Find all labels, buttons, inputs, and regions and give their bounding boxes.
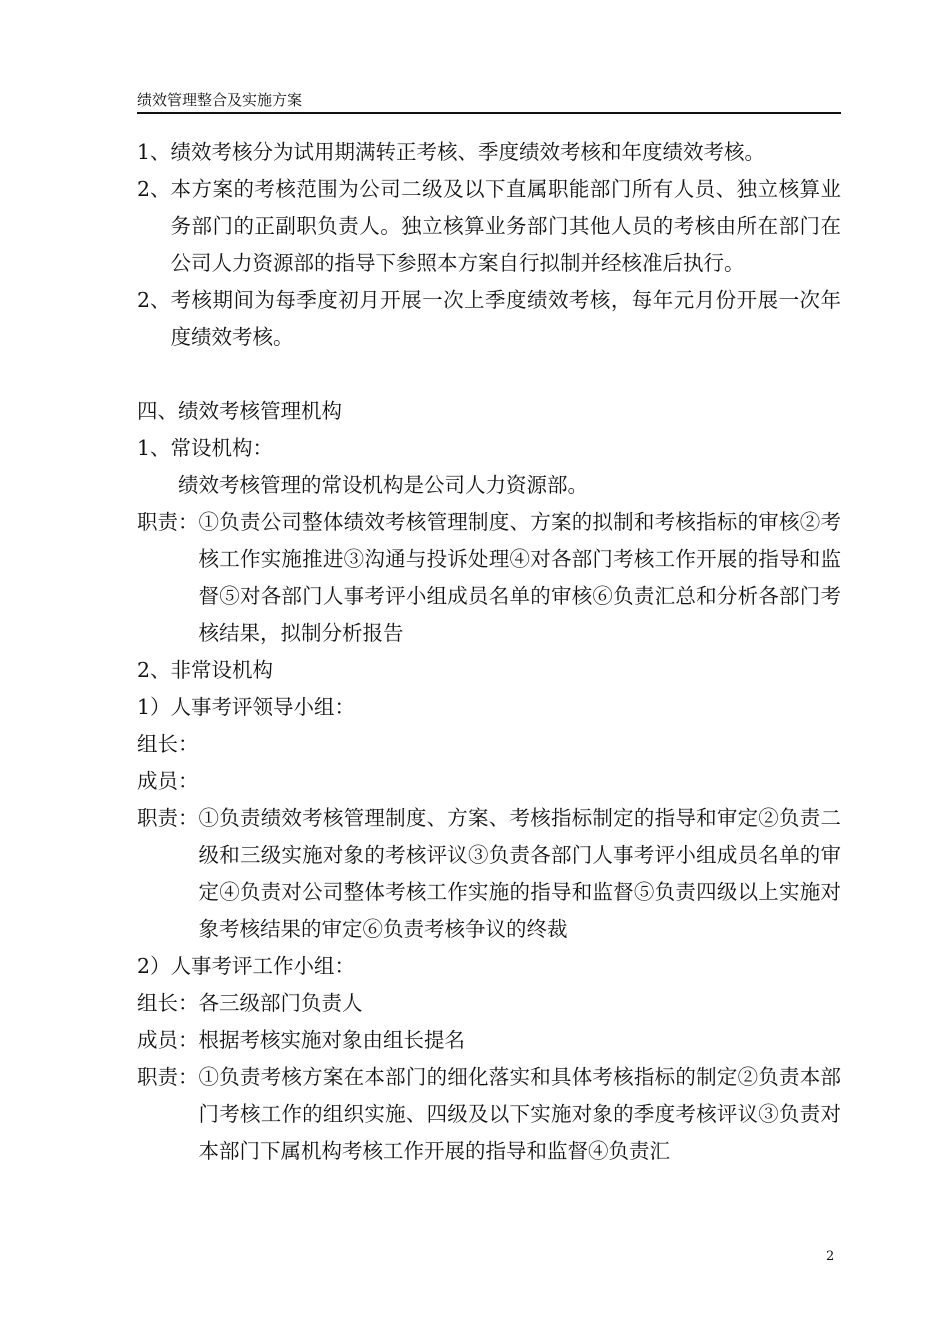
scope-item [137,171,841,282]
nonstanding-body-heading: 2、非常设机构 [137,658,274,682]
working-group-heading: 2）人事考评工作小组： [137,954,356,978]
scope-item-text: 本方案的考核范围为公司二级及以下直属职能部门所有人员、独立核算业务部门的正副职负责人。独立核算业务部门其他人员的考核由所在部门在公司人力资源部的指导下参照本方案自行拟制并经核准后执行。 [170,177,841,275]
duty-label: 职责： [137,1065,199,1089]
paragraph-spacer [137,356,841,393]
scope-item [137,282,841,356]
duty-text: ①负责公司整体绩效考核管理制度、方案的拟制和考核指标的审核②考核工作实施推进③沟通与投诉处理④对各部门考核工作开展的指导和监督⑤对各部门人事考评小组成员名单的审核⑥负责汇总和分析各部门考核结果，拟制分析报告 [198,510,841,645]
leading-group-leader: 组长： [137,732,199,756]
header-divider [137,112,841,114]
standing-body-heading: 1、常设机构： [137,436,274,460]
working-group-members: 成员：根据考核实施对象由组长提名 [137,1028,465,1052]
leading-group-heading: 1）人事考评领导小组： [137,695,356,719]
duty-label: 职责： [137,806,199,830]
standing-body-description: 绩效考核管理的常设机构是公司人力资源部。 [178,473,588,497]
working-group-leader: 组长：各三级部门负责人 [137,991,363,1015]
duty-text: ①负责考核方案在本部门的细化落实和具体考核指标的制定②负责本部门考核工作的组织实施、四级及以下实施对象的季度考核评议③负责对本部门下属机构考核工作开展的指导和监督④负责汇 [198,1065,841,1163]
page-number: 2 [826,1249,835,1264]
running-header: 绩效管理整合及实施方案 [137,91,303,109]
leading-group-duties [137,800,841,948]
section-heading: 四、绩效考核管理机构 [137,399,342,423]
page-body [137,134,841,1170]
scope-item-number: 1、 [137,140,171,164]
standing-body-duties [137,504,841,652]
working-group-duties [137,1059,841,1170]
scope-item-number: 2、 [137,288,171,312]
duty-label: 职责： [137,510,199,534]
scope-item-text: 绩效考核分为试用期满转正考核、季度绩效考核和年度绩效考核。 [170,140,766,164]
scope-item-text: 考核期间为每季度初月开展一次上季度绩效考核，每年元月份开展一次年度绩效考核。 [170,288,841,349]
leading-group-members: 成员： [137,769,199,793]
scope-item-number: 2、 [137,177,171,201]
duty-text: ①负责绩效考核管理制度、方案、考核指标制定的指导和审定②负责二级和三级实施对象的考核评议③负责各部门人事考评小组成员名单的审定④负责对公司整体考核工作实施的指导和监督⑤负责四级以上实施对象考核结果的审定⑥负责考核争议的终裁 [198,806,841,941]
scope-item [137,134,841,171]
